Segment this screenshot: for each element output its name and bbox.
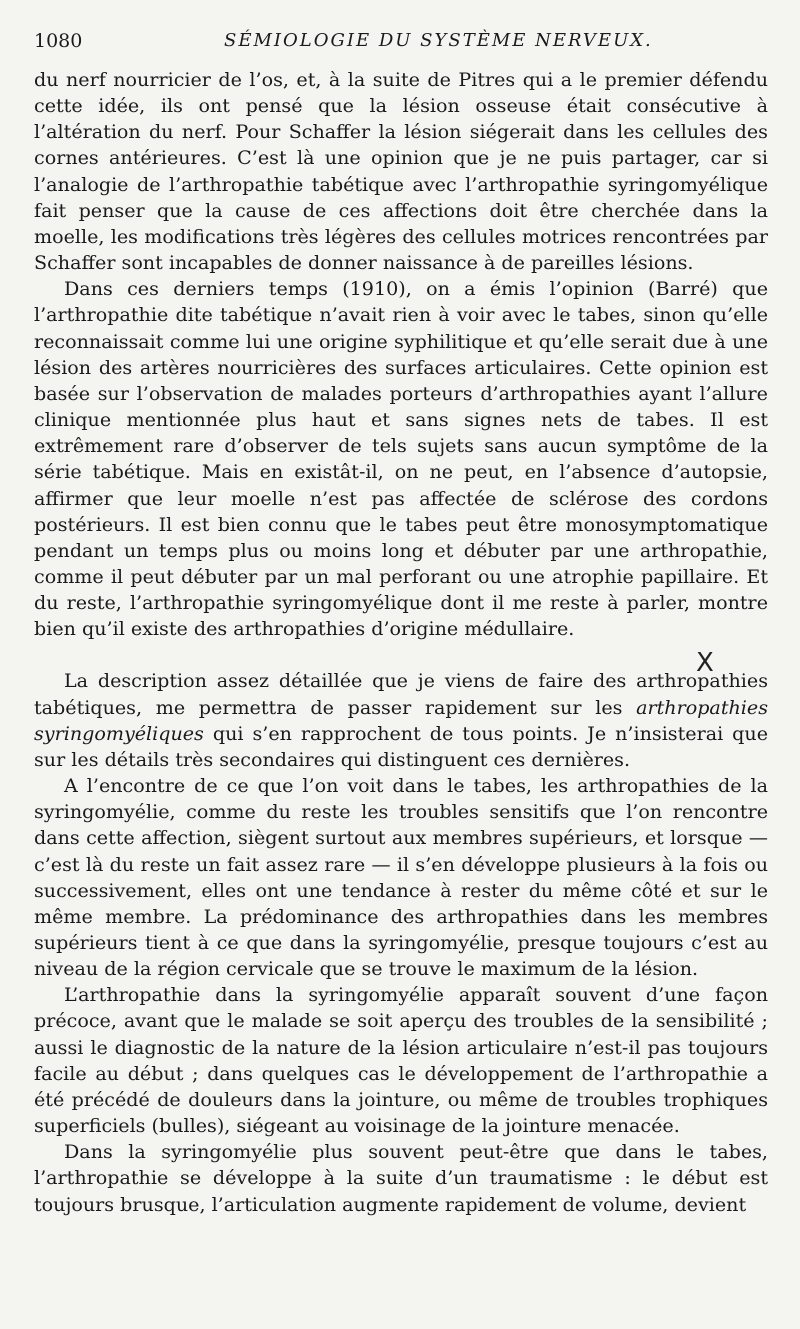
paragraph-2: Dans ces derniers temps (1910), on a émis l’opinion (Barré) que l’arthropathie dite tabétique n’avait rien à voir avec le tabes, sinon qu’elle reconnaissait comme lui une origine syphilitique et qu’elle serait due à une lésion des artères nourricières des surfaces articulaires. Cette opinion est basée sur l’observation de malades porteurs d’arthropathies ayant l’allure clinique mentionnée plus haut et sans signes nets de tabes. Il est extrêmement rare d’observer de tels sujets sans aucun symptôme de la série tabétique. Mais en existât-il, on ne peut, en l’absence d’autopsie, affirmer que leur moelle n’est pas affectée de sclérose des cordons postérieurs. Il est bien connu que le tabes peut être monosymptomatique pendant un temps plus ou moins long et débuter par une arthropathie, comme il peut débuter par un mal perforant ou une atrophie papillaire. Et du reste, l’arthropathie syringomyélique dont il me reste à parler, montre bien qu’il existe des arthropathies d’origine médullaire.	[34, 277, 768, 641]
paragraph-3-emphasis: arthropathies syringomyéliques	[34, 695, 768, 745]
running-title: SÉMIOLOGIE DU SYSTÈME NERVEUX.	[224, 30, 653, 51]
paragraph-5: L’arthropathie dans la syringomyélie apparaît souvent d’une façon précoce, avant que le malade se soit aperçu des troubles de la sensibilité ; aussi le diagnostic de la nature de la lésion articulaire n’est-il pas toujours facile au début ; dans quelques cas le développement de l’arthropathie a été précédé de douleurs dans la jointure, ou même de troubles trophiques superficiels (bulles), siégeant au voisinage de la jointure menacée.	[34, 983, 768, 1138]
page-number: 1080	[34, 30, 83, 52]
paragraph-1: du nerf nourricier de l’os, et, à la suite de Pitres qui a le premier défendu cette idée, ils ont pensé que la lésion osseuse était consécutive à l’altération du nerf. Pour Schaffer la lésion siégerait dans les cellules des cornes antérieures. C’est là une opinion que je ne puis partager, car si l’analogie de l’arthropathie tabétique avec l’arthropathie syringomyélique fait penser que la cause de ces affections doit être cherchée dans la moelle, les modifications très légères des cellules motrices rencontrées par Schaffer sont incapables de donner naissance à de pareilles lésions.	[34, 68, 768, 275]
section-gap	[34, 642, 768, 668]
paragraph-3-start: La description assez détaillée que je viens de faire des arthropathies tabétiques, me permettra de passer rapidement sur les	[34, 669, 768, 719]
handwritten-cross-mark: X	[696, 648, 714, 678]
body-text	[34, 67, 768, 1218]
paragraph-3-end: qui s’en rapprochent de tous points. Je n’insisterai que sur les détails très secondaires qui distinguent ces dernières.	[34, 721, 768, 771]
paragraph-3	[34, 668, 768, 773]
paragraph-4: A l’encontre de ce que l’on voit dans le tabes, les arthropathies de la syringomyélie, comme du reste les troubles sensitifs que l’on rencontre dans cette affection, siègent surtout aux membres supérieurs, et lorsque — c’est là du reste un fait assez rare — il s’en développe plusieurs à la fois ou successivement, elles ont une tendance à rester du même côté et sur le même membre. La prédominance des arthropathies dans les membres supérieurs tient à ce que dans la syringomyélie, presque toujours c’est au niveau de la région cervicale que se trouve le maximum de la lésion.	[34, 774, 768, 981]
page-header	[34, 28, 766, 58]
paragraph-6: Dans la syringomyélie plus souvent peut-être que dans le tabes, l’arthropathie se développe à la suite d’un traumatisme : le début est toujours brusque, l’articulation augmente rapidement de volume, devient	[34, 1140, 768, 1216]
